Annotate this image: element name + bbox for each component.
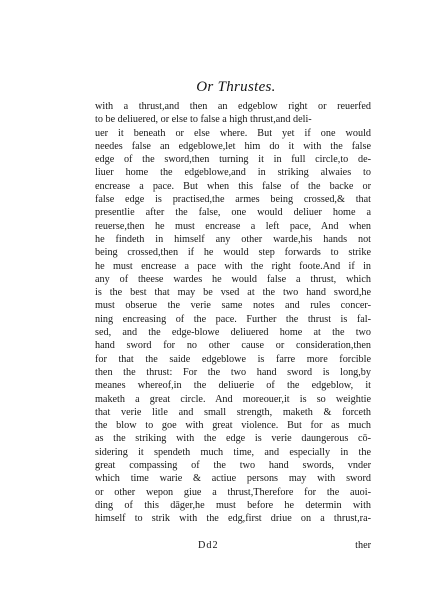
- catchword: ther: [355, 540, 371, 551]
- signature-mark: Dd2: [198, 540, 219, 551]
- body-text: [95, 100, 371, 526]
- text-line: which time warie & actiue persons may with sword: [95, 473, 371, 485]
- text-line: great compassing of the two hand swords, vnder: [95, 460, 371, 472]
- text-line: false edge is practised,the armes being crossed,& that: [95, 194, 371, 206]
- running-title: Or Thrustes.: [196, 79, 276, 95]
- text-line: must obserue the verie same notes and rules concer-: [95, 300, 371, 312]
- text-line: sed, and the edge-blowe deliuered home at the two: [95, 327, 371, 339]
- text-line: that verie litle and small strength, maketh & forceth: [95, 406, 371, 418]
- text-line: ding of this dāger,he must before he determin with: [95, 499, 371, 511]
- text-line: hand sword for no other cause or consideration,then: [95, 340, 371, 352]
- text-line: he must encrease a pace with the right foote.And if in: [95, 260, 371, 272]
- text-line: as the striking with the edge is verie daungerous cō-: [95, 433, 371, 445]
- text-line: ning encreasing of the pace. Further the thrust is fal-: [95, 313, 371, 325]
- text-line: maketh a great circle. And moreouer,it is so weightie: [95, 393, 371, 405]
- text-line: encrease a pace. But when this false of the backe or: [95, 180, 371, 192]
- text-line: uer it beneath or else where. But yet if one would: [95, 127, 371, 139]
- text-line: meanes whereof,in the deliuerie of the edgeblow, it: [95, 380, 371, 392]
- text-line: presentlie after the false, one would deliuer home a: [95, 207, 371, 219]
- page-footer: [95, 540, 371, 554]
- text-line: he findeth in himself any other warde,his hands not: [95, 233, 371, 245]
- text-line: edge of the sword,then turning it in full circle,to de-: [95, 154, 371, 166]
- text-line: liuer home the edgeblowe,and in striking alwaies to: [95, 167, 371, 179]
- text-line: any of theese wardes he would false a thrust, which: [95, 273, 371, 285]
- text-line: the blow to goe with great violence. But for as much: [95, 420, 371, 432]
- text-line: is the best that may be vsed at the two hand sword,he: [95, 287, 371, 299]
- text-line: for that the saide edgeblowe is farre more forcible: [95, 353, 371, 365]
- text-line: himself to strik with the edg,first driue on a thrust,ra-: [95, 513, 371, 525]
- text-line: then the thrust: For the two hand sword is long,by: [95, 366, 371, 378]
- text-line: needes false an edgeblowe,let him do it with the false: [95, 140, 371, 152]
- text-line: or other wepon giue a thrust,Therefore for the auoi-: [95, 486, 371, 498]
- text-line: being crossed,then if he would step forwards to strike: [95, 247, 371, 259]
- text-line: reuerse,then he must encrease a left pace, And when: [95, 220, 371, 232]
- text-line: with a thrust,and then an edgeblow right or reuerfed: [95, 101, 371, 112]
- text-line: sidering it spendeth much time, and especially in the: [95, 446, 371, 458]
- text-line: to be deliuered, or else to false a high thrust,and deli-: [95, 114, 312, 126]
